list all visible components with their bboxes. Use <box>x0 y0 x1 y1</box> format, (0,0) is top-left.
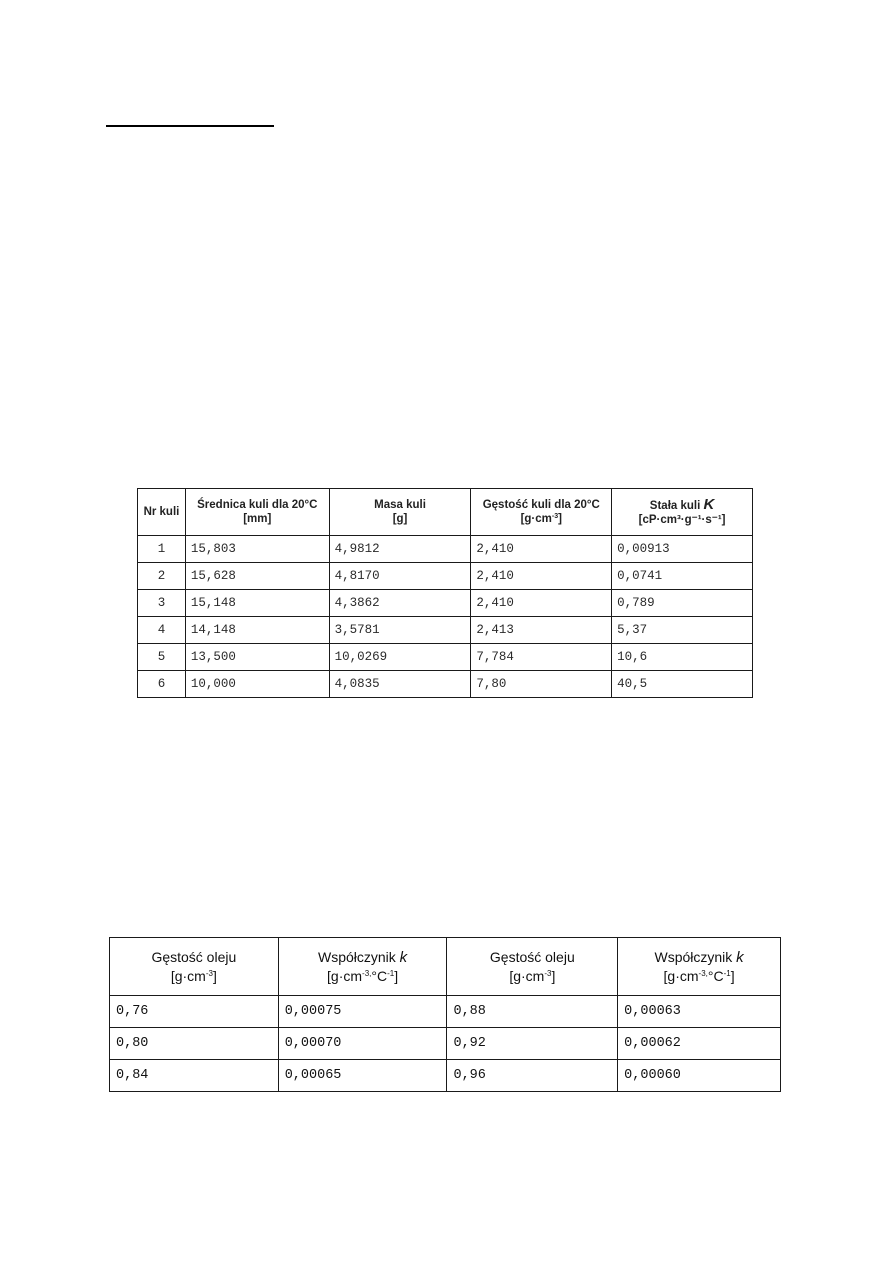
header-coefficient: Współczynik k $[g\cdot cm^{-3,}^\circ C^{-1}]$ <box>278 938 447 996</box>
header-mass: Masa kuli [g] <box>329 489 471 536</box>
table-cell: 2 <box>138 563 186 590</box>
table-row <box>138 617 753 644</box>
table-cell: 15,628 <box>185 563 329 590</box>
table-cell: 4,0835 <box>329 671 471 698</box>
table-row <box>110 1028 781 1060</box>
table-row <box>138 536 753 563</box>
table-row <box>138 590 753 617</box>
table-cell: 0,00913 <box>612 536 753 563</box>
table-cell: 0,80 <box>110 1028 279 1060</box>
table-cell: 1 <box>138 536 186 563</box>
table-cell: 3 <box>138 590 186 617</box>
table-cell: 14,148 <box>185 617 329 644</box>
header-ball-number: Nr kuli <box>138 489 186 536</box>
table-cell: 2,410 <box>471 563 612 590</box>
header-ball-constant: Stała kuli K [cP·cm³·g⁻¹·s⁻¹] <box>612 489 753 536</box>
table-cell: 4 <box>138 617 186 644</box>
table-cell: 15,803 <box>185 536 329 563</box>
table-cell: 0,789 <box>612 590 753 617</box>
table-header-row <box>138 489 753 536</box>
table-cell: 0,00062 <box>618 1028 781 1060</box>
table-cell: 10,000 <box>185 671 329 698</box>
table-cell: 2,410 <box>471 536 612 563</box>
table-cell: 2,413 <box>471 617 612 644</box>
table-cell: 0,88 <box>447 996 618 1028</box>
table-cell: 4,3862 <box>329 590 471 617</box>
table-cell: 5,37 <box>612 617 753 644</box>
table-cell: 0,00065 <box>278 1060 447 1092</box>
table-cell: 0,84 <box>110 1060 279 1092</box>
table-cell: 10,0269 <box>329 644 471 671</box>
table-row <box>110 996 781 1028</box>
table-cell: 0,92 <box>447 1028 618 1060</box>
table-row <box>138 644 753 671</box>
table-cell: 2,410 <box>471 590 612 617</box>
table-cell: 0,00060 <box>618 1060 781 1092</box>
table-cell: 0,0741 <box>612 563 753 590</box>
table-cell: 7,784 <box>471 644 612 671</box>
table-header-row <box>110 938 781 996</box>
table-cell: 13,500 <box>185 644 329 671</box>
header-ball-density: Gęstość kuli dla 20°C $[g\cdot cm^{-3}]$ <box>471 489 612 536</box>
table-cell: 4,9812 <box>329 536 471 563</box>
ball-constants-table <box>137 488 753 698</box>
table-cell: 0,00070 <box>278 1028 447 1060</box>
table-row <box>138 563 753 590</box>
table-cell: 0,96 <box>447 1060 618 1092</box>
table-row <box>110 1060 781 1092</box>
header-oil-density: Gęstość oleju $[g\cdot cm^{-3}]$ <box>447 938 618 996</box>
header-diameter: Średnica kuli dla 20°C [mm] <box>185 489 329 536</box>
table-cell: 40,5 <box>612 671 753 698</box>
table-cell: 6 <box>138 671 186 698</box>
table-cell: 5 <box>138 644 186 671</box>
heading-underline <box>106 125 274 127</box>
table-cell: 15,148 <box>185 590 329 617</box>
table-cell: 10,6 <box>612 644 753 671</box>
table-cell: 4,8170 <box>329 563 471 590</box>
header-oil-density: Gęstość oleju $[g\cdot cm^{-3}]$ <box>110 938 279 996</box>
table-cell: 0,00075 <box>278 996 447 1028</box>
table-cell: 3,5781 <box>329 617 471 644</box>
table-row <box>138 671 753 698</box>
table-cell: 0,00063 <box>618 996 781 1028</box>
oil-coefficient-table <box>109 937 781 1092</box>
table-cell: 7,80 <box>471 671 612 698</box>
table-cell: 0,76 <box>110 996 279 1028</box>
header-coefficient: Współczynik k $[g\cdot cm^{-3,}^\circ C^{-1}]$ <box>618 938 781 996</box>
